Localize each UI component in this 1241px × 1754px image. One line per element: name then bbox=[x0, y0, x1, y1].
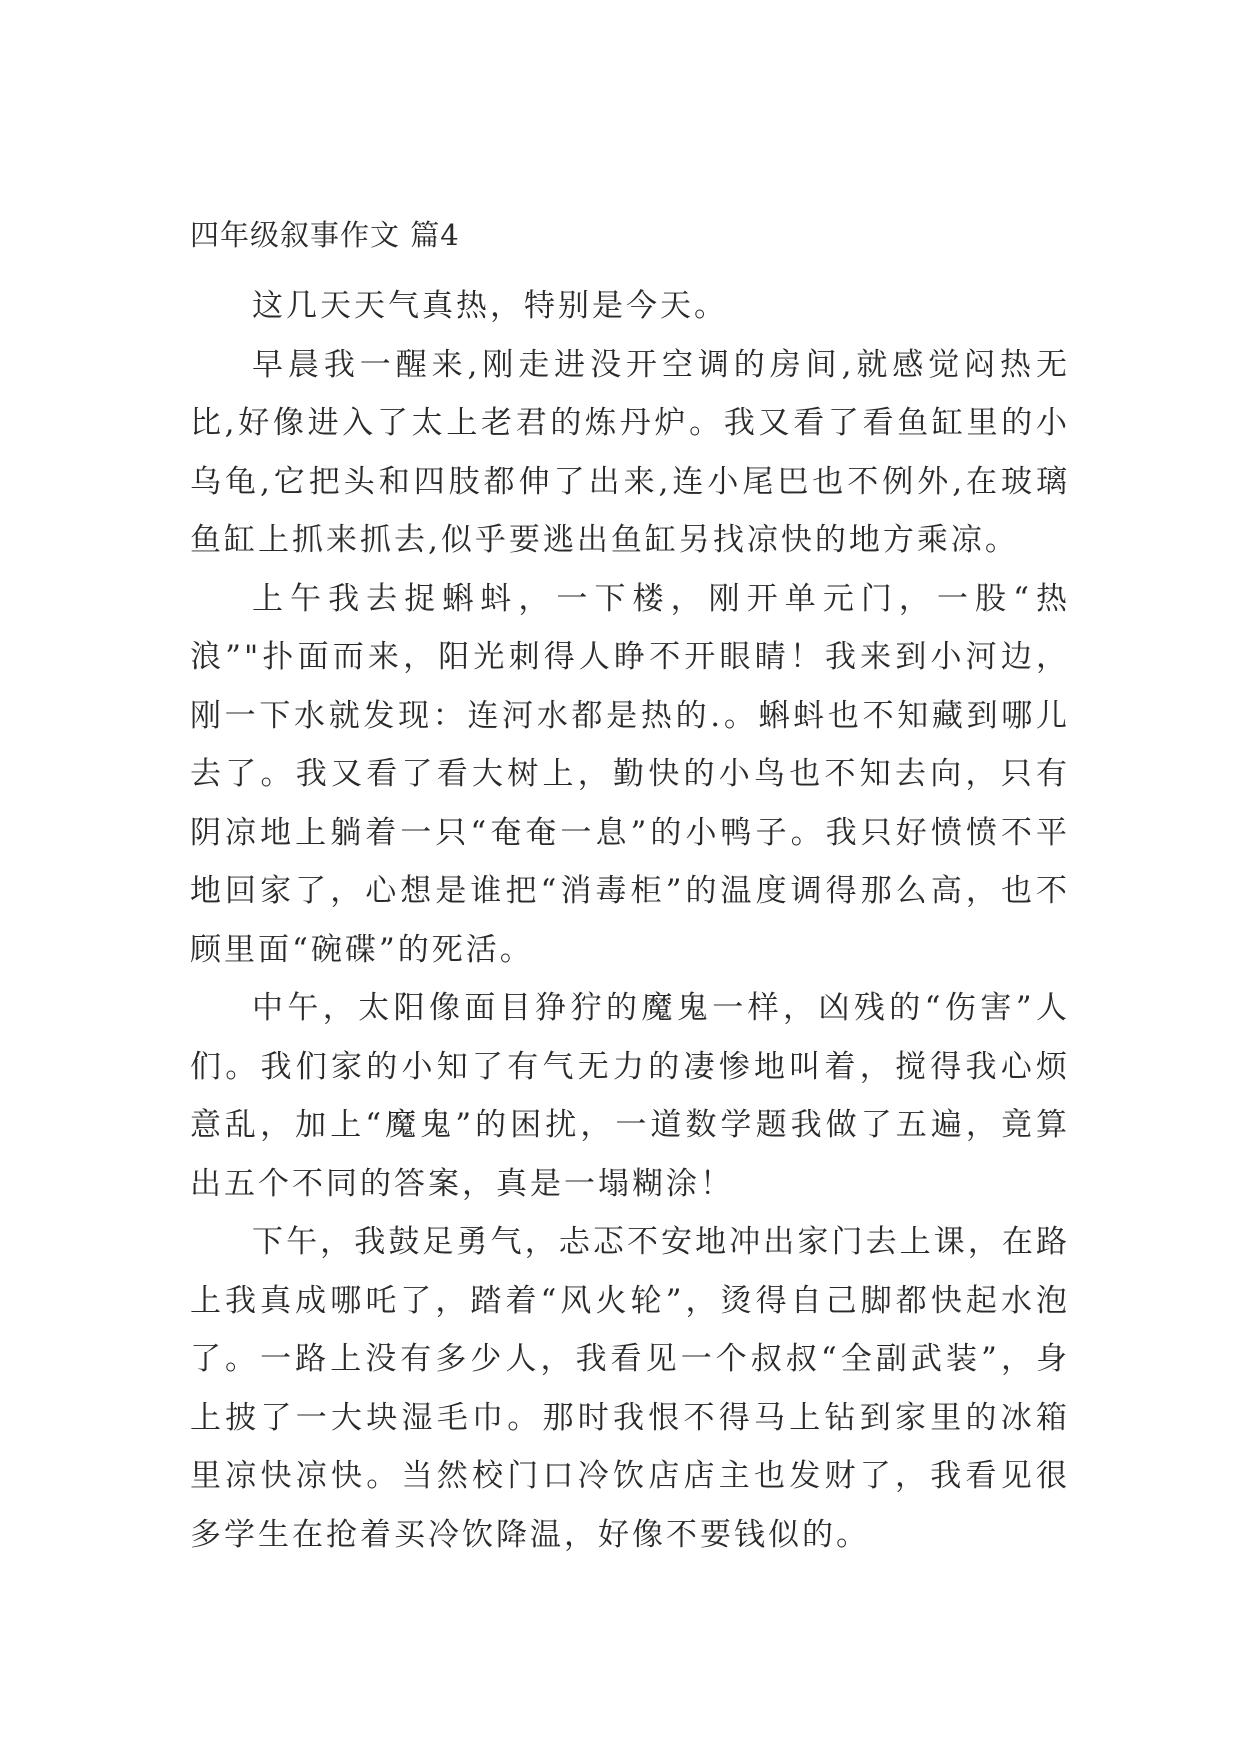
document-page bbox=[190, 215, 1070, 1564]
paragraph-5: 下午，我鼓足勇气，忐忑不安地冲出家门去上课，在路上我真成哪吒了，踏着“风火轮”，烫得自己脚都快起水泡了。一路上没有多少人，我看见一个叔叔“全副武装”，身上披了一大块湿毛巾。那时我恨不得马上钻到家里的冰箱里凉快凉快。当然校门口冷饮店店主也发财了，我看见很多学生在抢着买冷饮降温，好像不要钱似的。 bbox=[190, 1224, 1070, 1553]
paragraph-4: 中午，太阳像面目狰狞的魔鬼一样，凶残的“伤害”人们。我们家的小知了有气无力的凄惨地叫着，搅得我心烦意乱，加上“魔鬼”的困扰，一道数学题我做了五遍，竟算出五个不同的答案，真是一塌糊涂！ bbox=[190, 990, 1070, 1202]
paragraph-3: 上午我去捉蝌蚪，一下楼，刚开单元门，一股“热浪”"扑面而来，阳光刺得人睁不开眼睛！我来到小河边，刚一下水就发现：连河水都是热的.。蝌蚪也不知藏到哪儿去了。我又看了看大树上，勤快的小鸟也不知去向，只有阴凉地上躺着一只“奄奄一息”的小鸭子。我只好愤愤不平地回家了，心想是谁把“消毒柜”的温度调得那么高，也不顾里面“碗碟”的死活。 bbox=[190, 580, 1070, 968]
document-title: 四年级叙事作文 篇4 bbox=[190, 218, 460, 252]
paragraph-1: 这几天天气真热，特别是今天。 bbox=[252, 288, 728, 324]
paragraph-2: 早晨我一醒来,刚走进没开空调的房间,就感觉闷热无比,好像进入了太上老君的炼丹炉。我又看了看鱼缸里的小乌龟,它把头和四肢都伸了出来,连小尾巴也不例外,在玻璃鱼缸上抓来抓去,似乎要逃出鱼缸另找凉快的地方乘凉。 bbox=[190, 346, 1070, 558]
